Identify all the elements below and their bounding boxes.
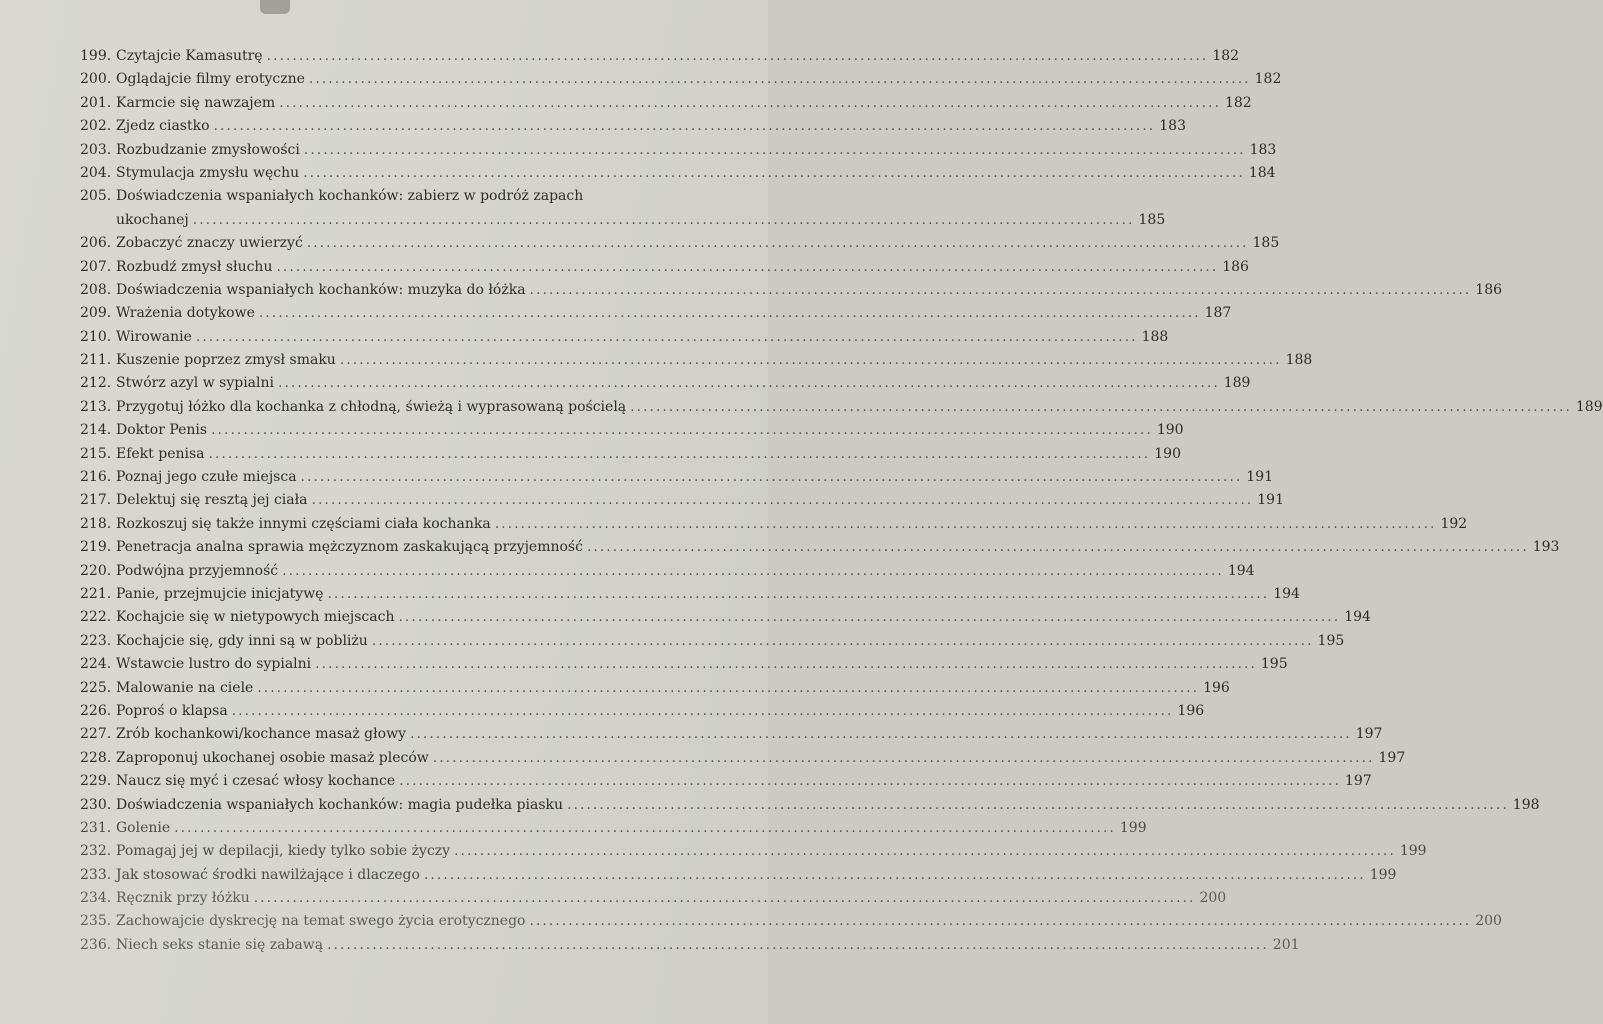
entry-number: 211. [80, 352, 112, 369]
dot-leader [279, 92, 1221, 115]
entry-title: Kochajcie się, gdy inni są w pobliżu [116, 632, 368, 649]
entry-page: 201 [1272, 936, 1300, 953]
entry-page: 199 [1119, 819, 1147, 836]
entry-title: Wirowanie [116, 328, 192, 345]
dot-leader [433, 747, 1375, 770]
entry-page: 190 [1154, 445, 1181, 462]
entry-page: 199 [1369, 866, 1397, 883]
dot-leader [193, 209, 1135, 232]
dot-leader [398, 606, 1340, 629]
entry-number: 218. [80, 515, 112, 532]
entry-title-continued: ukochanej [116, 211, 189, 228]
toc-entry [80, 700, 1205, 723]
toc-entry [80, 256, 1249, 279]
toc-entry [80, 840, 1427, 863]
dot-leader [276, 256, 1218, 279]
toc-entry [80, 466, 1274, 489]
entry-number: 223. [80, 632, 112, 649]
dot-leader [278, 372, 1220, 395]
dot-leader [309, 68, 1251, 91]
entry-page: 188 [1141, 328, 1169, 345]
toc-entry [80, 536, 1560, 559]
dot-leader [196, 326, 1138, 349]
entry-title: Efekt penisa [116, 445, 205, 462]
entry-number: 215. [80, 445, 112, 462]
entry-number: 213. [80, 398, 112, 415]
toc-entry [80, 583, 1300, 606]
entry-page: 183 [1159, 118, 1186, 135]
entry-title: Ręcznik przy łóżku [116, 890, 250, 907]
toc-entry [80, 162, 1276, 185]
entry-number: 226. [80, 702, 112, 719]
dot-leader [399, 770, 1341, 793]
dot-leader [307, 232, 1249, 255]
toc-entry [80, 232, 1280, 255]
entry-number: 221. [80, 586, 112, 602]
toc-entry [80, 817, 1147, 840]
entry-title: Kuszenie poprzez zmysł smaku [116, 352, 336, 369]
toc-entry [80, 794, 1540, 817]
entry-page: 194 [1273, 586, 1300, 602]
toc-entry [80, 864, 1397, 887]
entry-number: 217. [80, 492, 112, 509]
entry-number: 220. [80, 562, 112, 579]
toc-entry [80, 934, 1300, 957]
entry-number: 207. [80, 258, 112, 275]
toc-entry [80, 443, 1181, 466]
entry-number: 209. [80, 305, 112, 322]
entry-number: 202. [80, 118, 112, 135]
entry-number: 212. [80, 375, 112, 392]
entry-page: 199 [1399, 843, 1427, 860]
entry-page: 196 [1203, 679, 1230, 696]
toc-entry [80, 279, 1503, 302]
entry-page: 195 [1260, 656, 1288, 673]
toc-entry [80, 560, 1255, 583]
dot-leader [567, 794, 1509, 817]
entry-page: 200 [1475, 913, 1502, 930]
entry-page: 193 [1532, 539, 1560, 556]
toc-entry [80, 630, 1345, 653]
entry-title: Poproś o klapsa [116, 702, 228, 719]
entry-number: 216. [80, 469, 112, 486]
entry-page: 196 [1177, 702, 1205, 719]
dot-leader [259, 302, 1201, 325]
entry-title: Zjedz ciastko [116, 118, 210, 135]
entry-number: 204. [80, 164, 112, 181]
entry-title: Delektuj się resztą jej ciała [116, 492, 308, 509]
dot-leader [211, 419, 1153, 442]
toc-entry [80, 513, 1468, 536]
entry-number: 235. [80, 913, 112, 930]
entry-page: 197 [1344, 773, 1372, 790]
entry-title: Pomagaj jej w depilacji, kiedy tylko sobie życzy [116, 843, 451, 860]
entry-title: Wstawcie lustro do sypialni [116, 656, 312, 673]
toc-entry [80, 372, 1251, 395]
entry-number: 210. [80, 328, 112, 345]
entry-number: 232. [80, 843, 112, 860]
entry-page: 186 [1222, 258, 1249, 275]
dot-leader [257, 677, 1199, 700]
entry-page: 182 [1254, 71, 1282, 88]
entry-title: Doktor Penis [116, 422, 208, 439]
entry-title: Jak stosować środki nawilżające i dlaczego [116, 866, 420, 883]
entry-page: 195 [1317, 632, 1345, 649]
entry-number: 208. [80, 281, 112, 298]
entry-number: 228. [80, 749, 112, 766]
entry-title: Zrób kochankowi/kochance masaż głowy [116, 726, 406, 743]
entry-number: 233. [80, 866, 112, 883]
entry-title: Karmcie się nawzajem [116, 94, 276, 111]
entry-number: 222. [80, 609, 112, 626]
table-of-contents [80, 45, 1603, 957]
entry-title: Malowanie na ciele [116, 679, 254, 696]
entry-title: Doświadczenia wspaniałych kochanków: muzyka do łóżka [116, 281, 526, 298]
entry-number: 230. [80, 796, 112, 813]
entry-number: 201. [80, 94, 112, 111]
toc-entry [80, 677, 1230, 700]
entry-page: 200 [1199, 890, 1227, 907]
dot-leader [454, 840, 1396, 863]
entry-number: 200. [80, 71, 112, 88]
entry-title: Kochajcie się w nietypowych miejscach [116, 609, 395, 626]
entry-page: 197 [1378, 749, 1406, 766]
toc-entry [80, 747, 1406, 770]
toc-entry [80, 68, 1282, 91]
toc-entry [80, 489, 1284, 512]
dot-leader [340, 349, 1282, 372]
toc-entry [80, 653, 1288, 676]
entry-page: 189 [1575, 398, 1603, 415]
toc-entry [80, 910, 1502, 933]
entry-page: 185 [1138, 211, 1166, 228]
entry-page: 187 [1204, 305, 1232, 322]
entry-title: Niech seks stanie się zabawą [116, 936, 324, 953]
dot-leader [303, 162, 1245, 185]
entry-title: Czytajcie Kamasutrę [116, 48, 263, 64]
dot-leader [267, 45, 1209, 68]
dot-leader [214, 115, 1156, 138]
entry-page: 189 [1223, 375, 1251, 392]
entry-page: 188 [1285, 352, 1313, 369]
toc-entry [80, 887, 1227, 910]
dot-leader [282, 560, 1224, 583]
entry-number: 206. [80, 235, 112, 252]
entry-title: Rozbudzanie zmysłowości [116, 141, 300, 158]
entry-page: 191 [1246, 469, 1274, 486]
dot-leader [315, 653, 1257, 676]
entry-page: 190 [1156, 422, 1184, 439]
entry-number: 225. [80, 679, 112, 696]
dot-leader [312, 489, 1254, 512]
entry-page: 194 [1227, 562, 1255, 579]
dot-leader [495, 513, 1437, 536]
dot-leader [372, 630, 1314, 653]
dot-leader [327, 934, 1269, 957]
entry-title: Doświadczenia wspaniałych kochanków: magia pudełka piasku [116, 796, 564, 813]
toc-entry-wrapped [80, 185, 1166, 232]
toc-entry [80, 45, 1240, 68]
entry-number: 229. [80, 773, 112, 790]
entry-number: 234. [80, 890, 112, 907]
entry-number: 227. [80, 726, 112, 743]
entry-number: 203. [80, 141, 112, 158]
entry-page: 197 [1355, 726, 1383, 743]
toc-entry [80, 92, 1252, 115]
entry-title: Wrażenia dotykowe [116, 305, 255, 322]
entry-number: 214. [80, 422, 112, 439]
dot-leader [301, 466, 1243, 489]
toc-entry [80, 115, 1186, 138]
entry-page: 198 [1512, 796, 1540, 813]
toc-entry [80, 396, 1603, 419]
entry-page: 194 [1344, 609, 1371, 626]
entry-page: 183 [1249, 141, 1277, 158]
dot-leader [410, 723, 1352, 746]
dot-leader [209, 443, 1151, 466]
entry-title: Poznaj jego czułe miejsca [116, 469, 297, 486]
toc-entry [80, 606, 1371, 629]
entry-title: Oglądajcie filmy erotyczne [116, 71, 305, 88]
entry-title: Rozbudź zmysł słuchu [116, 258, 273, 275]
entry-title: Zachowajcie dyskrecję na temat swego życia erotycznego [116, 913, 526, 930]
entry-page: 184 [1248, 164, 1276, 181]
toc-entry [80, 326, 1169, 349]
entry-number: 199. [80, 48, 112, 64]
entry-title: Doświadczenia wspaniałych kochanków: zabierz w podróż zapach [116, 188, 584, 205]
entry-title: Panie, przejmujcie inicjatywę [116, 586, 324, 602]
entry-page: 186 [1475, 281, 1503, 298]
dot-leader [530, 279, 1472, 302]
entry-title: Podwójna przyjemność [116, 562, 279, 579]
entry-page: 182 [1212, 48, 1240, 64]
dot-leader [587, 536, 1529, 559]
dot-leader [254, 887, 1196, 910]
toc-entry [80, 770, 1372, 793]
entry-title: Zaproponuj ukochanej osobie masaż pleców [116, 749, 429, 766]
entry-title: Zobaczyć znaczy uwierzyć [116, 235, 303, 252]
dot-leader [232, 700, 1174, 723]
toc-entry [80, 419, 1184, 442]
entry-title: Stymulacja zmysłu węchu [116, 164, 300, 181]
entry-title: Penetracja analna sprawia mężczyznom zaskakującą przyjemność [116, 539, 583, 556]
toc-entry [80, 723, 1383, 746]
entry-page: 192 [1440, 515, 1468, 532]
entry-title: Stwórz azyl w sypialni [116, 375, 274, 392]
toc-entry [80, 349, 1313, 372]
entry-number: 219. [80, 539, 112, 556]
entry-page: 182 [1224, 94, 1252, 111]
dot-leader [174, 817, 1116, 840]
dot-leader [424, 864, 1366, 887]
toc-entry [80, 139, 1277, 162]
dot-leader [304, 139, 1246, 162]
dot-leader [630, 396, 1572, 419]
entry-title: Naucz się myć i czesać włosy kochance [116, 773, 396, 790]
entry-page: 191 [1257, 492, 1284, 509]
entry-number: 236. [80, 936, 112, 953]
dot-leader [530, 910, 1472, 933]
dot-leader [327, 583, 1269, 606]
entry-number: 205. [80, 188, 112, 205]
binding-shadow [260, 0, 290, 14]
entry-title: Golenie [116, 819, 171, 836]
entry-title: Rozkoszuj się także innymi częściami ciała kochanka [116, 515, 491, 532]
entry-title: Przygotuj łóżko dla kochanka z chłodną, świeżą i wyprasowaną pościelą [116, 398, 627, 415]
toc-entry [80, 302, 1232, 325]
entry-number: 231. [80, 819, 112, 836]
entry-page: 185 [1252, 235, 1280, 252]
entry-number: 224. [80, 656, 112, 673]
